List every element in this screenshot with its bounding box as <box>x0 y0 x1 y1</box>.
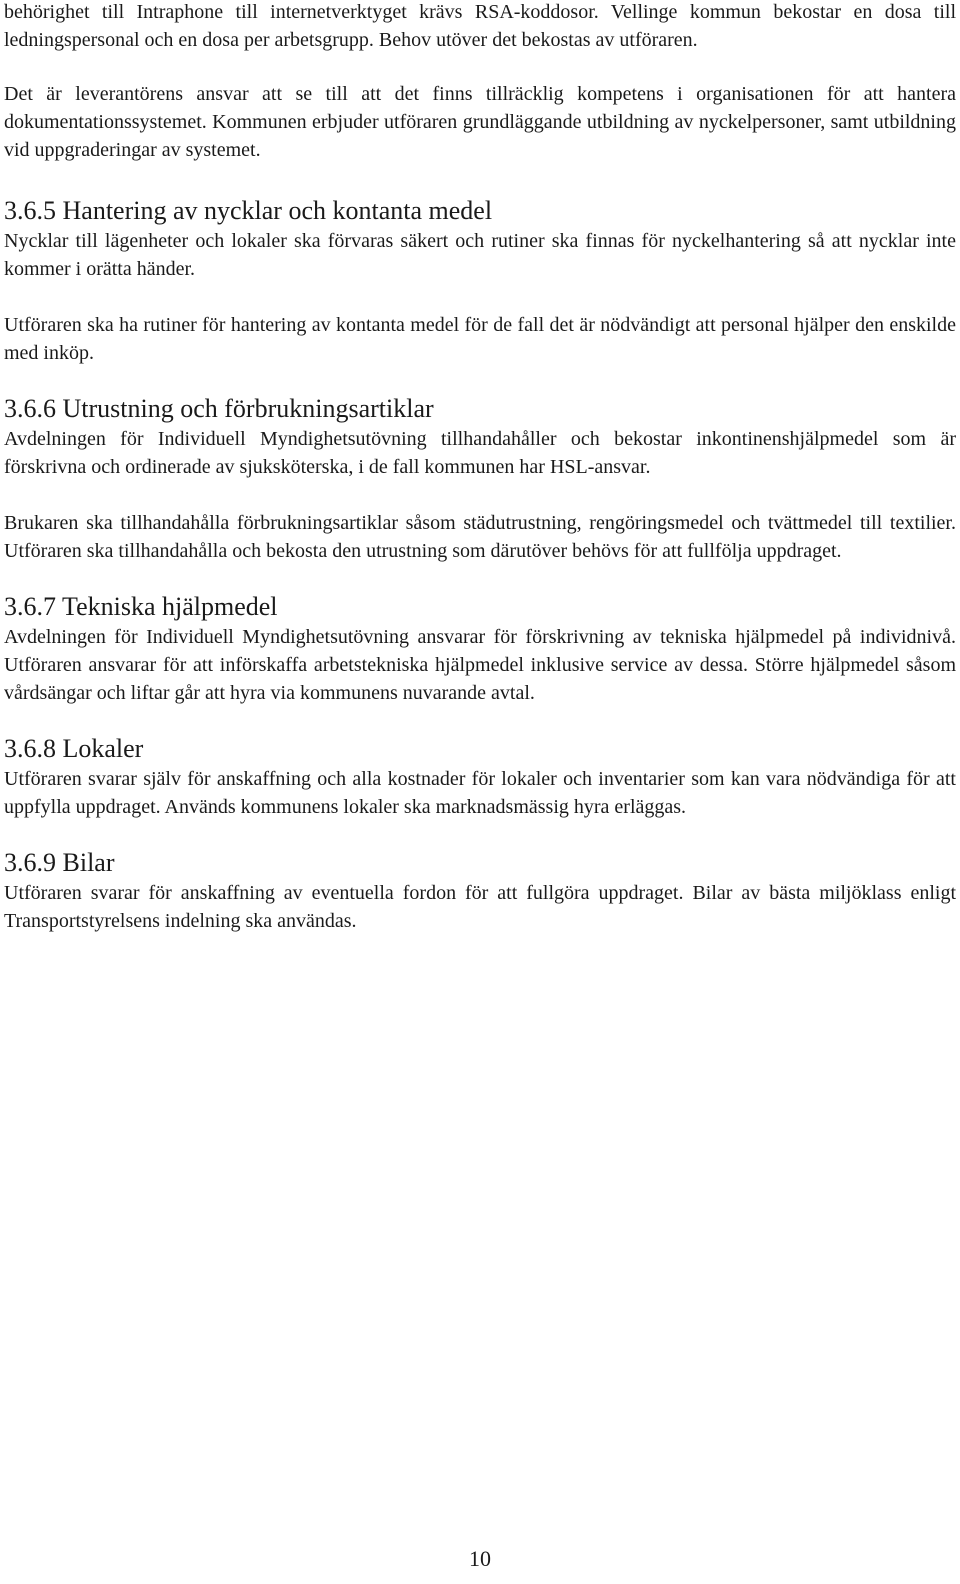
section-heading-3-6-9: 3.6.9 Bilar <box>4 848 115 877</box>
section-3-6-8-paragraph-1: Utföraren svarar själv för anskaffning och alla kostnader för lokaler och inventarier som kan vara nödvändiga för att uppfylla uppdraget. Används kommunens lokaler ska marknadsmässig hyra erläggas. <box>4 768 956 818</box>
section-3-6-5-paragraph-2: Utföraren ska ha rutiner för hantering av kontanta medel för de fall det är nödvändigt att personal hjälper den enskilde med inköp. <box>4 314 956 364</box>
section-3-6-9-paragraph-1: Utföraren svarar för anskaffning av eventuella fordon för att fullgöra uppdraget. Bilar av bästa miljöklass enligt Transportstyrelsens indelning ska användas. <box>4 882 956 932</box>
section-heading-3-6-7: 3.6.7 Tekniska hjälpmedel <box>4 592 278 621</box>
section-heading-3-6-6: 3.6.6 Utrustning och förbrukningsartiklar <box>4 394 434 423</box>
section-3-6-5-paragraph-1: Nycklar till lägenheter och lokaler ska förvaras säkert och rutiner ska finnas för nyckelhantering så att nycklar inte kommer i orätta händer. <box>4 230 956 280</box>
paragraph-intro-2: Det är leverantörens ansvar att se till att det finns tillräcklig kompetens i organisationen för att hantera dokumentationssystemet. Kommunen erbjuder utföraren grundläggande utbildning av nyckelpersoner, samt utbildning vid uppgraderingar av systemet. <box>4 83 956 161</box>
paragraph-intro-1: behörighet till Intraphone till internetverktyget krävs RSA-koddosor. Vellinge kommun bekostar en dosa till ledningspersonal och en dosa per arbetsgrupp. Behov utöver det bekostas av utföraren. <box>4 1 956 51</box>
section-3-6-6-paragraph-1: Avdelningen för Individuell Myndighetsutövning tillhandahåller och bekostar inkontinenshjälpmedel som är förskrivna och ordinerade av sjuksköterska, i de fall kommunen har HSL-ansvar. <box>4 428 956 478</box>
section-3-6-7-paragraph-1: Avdelningen för Individuell Myndighetsutövning ansvarar för förskrivning av tekniska hjälpmedel på individnivå. Utföraren ansvarar för att införskaffa arbetstekniska hjälpmedel inklusive service av dessa. Större hjälpmedel såsom vårdsängar och liftar går att hyra via kommunens nuvarande avtal. <box>4 626 956 704</box>
section-3-6-6-paragraph-2: Brukaren ska tillhandahålla förbrukningsartiklar såsom städutrustning, rengöringsmedel och tvättmedel till textilier. Utföraren ska tillhandahålla och bekosta den utrustning som därutöver behövs för att fullfölja uppdraget. <box>4 512 956 562</box>
section-heading-3-6-5: 3.6.5 Hantering av nycklar och kontanta medel <box>4 196 493 225</box>
section-heading-3-6-8: 3.6.8 Lokaler <box>4 734 144 763</box>
page-number: 10 <box>469 1546 491 1571</box>
document-page <box>4 0 956 935</box>
